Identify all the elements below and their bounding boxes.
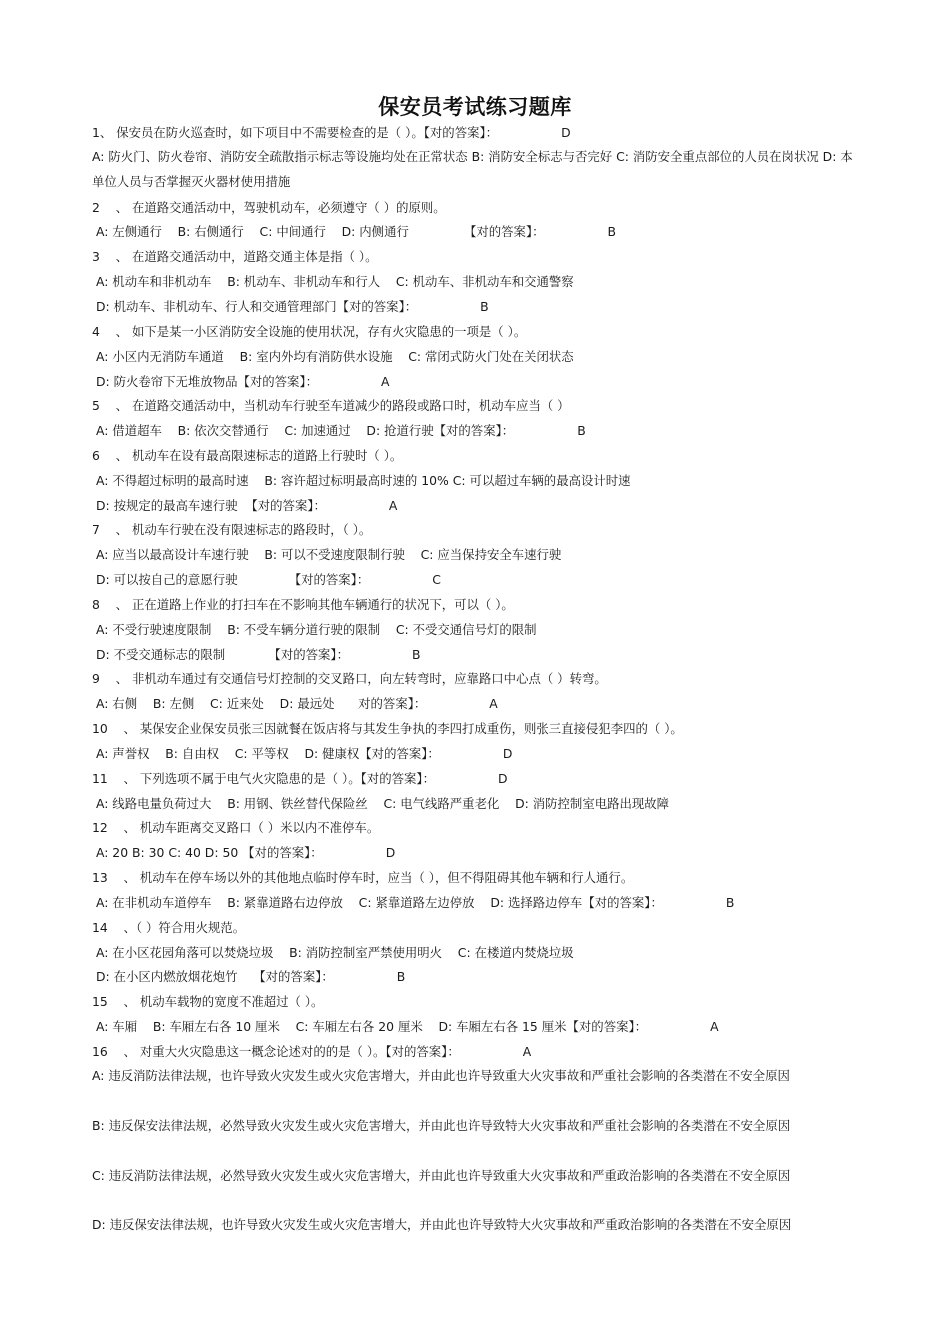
question-3-options-cont: D: 机动车、非机动车、行人和交通管理部门【对的答案】： B [92, 299, 489, 314]
question-16-option-c: C: 违反消防法律法规，必然导致火灾发生或火灾危害增大，并由此也许导致重大火灾事故和严重政治影响的各类潜在不安全原因 [92, 1168, 791, 1183]
question-14-options-cont: D: 在小区内燃放烟花炮竹 【对的答案】： B [92, 969, 406, 984]
question-2-options: A: 左侧通行 B: 右侧通行 C: 中间通行 D: 内侧通行 【对的答案】： B [92, 224, 617, 239]
question-7-options: A: 应当以最高设计车速行驶 B: 可以不受速度限制行驶 C: 应当保持安全车速行驶 [92, 547, 562, 562]
question-9-options: A: 右侧 B: 左侧 C: 近来处 D: 最远处 对的答案】： A [92, 696, 498, 711]
question-12-options: A: 20 B: 30 C: 40 D: 50 【对的答案】： D [92, 845, 396, 860]
question-14-options: A: 在小区花园角落可以焚烧垃圾 B: 消防控制室严禁使用明火 C: 在楼道内焚烧垃圾 [92, 945, 574, 960]
question-8-options-cont: D: 不受交通标志的限制 【对的答案】： B [92, 647, 421, 662]
question-6-options-cont: D: 按规定的最高车速行驶 【对的答案】： A [92, 498, 398, 513]
question-1: 1、 保安员在防火巡查时，如下项目中不需要检查的是（ ）。【对的答案】： D [92, 125, 571, 140]
question-4-options-cont: D: 防火卷帘下无堆放物品【对的答案】： A [92, 374, 390, 389]
question-5-options: A: 借道超车 B: 依次交替通行 C: 加速通过 D: 抢道行驶【对的答案】： B [92, 423, 586, 438]
question-5: 5 、 在道路交通活动中，当机动车行驶至车道减少的路段或路口时，机动车应当（ ） [92, 398, 570, 413]
question-3: 3 、 在道路交通活动中，道路交通主体是指（ ）。 [92, 249, 378, 264]
question-13-options: A: 在非机动车道停车 B: 紧靠道路右边停放 C: 紧靠道路左边停放 D: 选择路边停车【对的答案】： B [92, 895, 735, 910]
question-16-option-d: D: 违反保安法律法规，也许导致火灾发生或火灾危害增大，并由此也许导致特大火灾事故和严重政治影响的各类潜在不安全原因 [92, 1217, 792, 1232]
question-3-options: A: 机动车和非机动车 B: 机动车、非机动车和行人 C: 机动车、非机动车和交通警察 [92, 274, 574, 289]
question-4-options: A: 小区内无消防车通道 B: 室内外均有消防供水设施 C: 常闭式防火门处在关闭状态 [92, 349, 574, 364]
question-16: 16 、 对重大火灾隐患这一概念论述对的的是（ ）。【对的答案】： A [92, 1044, 532, 1059]
question-11-options: A: 线路电量负荷过大 B: 用钢、铁丝替代保险丝 C: 电气线路严重老化 D: 消防控制室电路出现故障 [92, 796, 670, 811]
question-8: 8 、 正在道路上作业的打扫车在不影响其他车辆通行的状况下，可以（ ）。 [92, 597, 514, 612]
question-12: 12 、 机动车距离交叉路口（ ）米以内不准停车。 [92, 820, 380, 835]
question-7-options-cont: D: 可以按自己的意愿行驶 【对的答案】： C [92, 572, 441, 587]
question-1-options: A: 防火门、防火卷帘、消防安全疏散指示标志等设施均处在正常状态 B: 消防安全标志与否完好 C: 消防安全重点部位的人员在岗状况 D: 本单位人员与否掌握灭火器材使用措施 [92, 149, 853, 189]
question-15-options: A: 车厢 B: 车厢左右各 10 厘米 C: 车厢左右各 20 厘米 D: 车厢左右各 15 厘米【对的答案】： A [92, 1019, 719, 1034]
question-4: 4 、 如下是某一小区消防安全设施的使用状况，存有火灾隐患的一项是（ ）。 [92, 324, 527, 339]
question-11: 11 、 下列选项不属于电气火灾隐患的是（ ）。【对的答案】： D [92, 771, 508, 786]
question-6-options: A: 不得超过标明的最高时速 B: 容许超过标明最高时速的 10% C: 可以超过车辆的最高设计时速 [92, 473, 631, 488]
page-title: 保安员考试练习题库 [378, 95, 572, 119]
question-13: 13 、 机动车在停车场以外的其他地点临时停车时，应当（ ），但不得阻碍其他车辆和行人通行。 [92, 870, 634, 885]
question-14: 14 、（ ）符合用火规范。 [92, 920, 246, 935]
question-6: 6 、 机动车在设有最高限速标志的道路上行驶时（ ）。 [92, 448, 403, 463]
question-2: 2 、 在道路交通活动中，驾驶机动车，必须遵守（ ）的原则。 [92, 200, 446, 215]
question-9: 9 、 非机动车通过有交通信号灯控制的交叉路口，向左转弯时，应靠路口中心点（ ）转弯。 [92, 671, 607, 686]
question-16-option-b: B: 违反保安法律法规，必然导致火灾发生或火灾危害增大，并由此也许导致特大火灾事故和严重社会影响的各类潜在不安全原因 [92, 1118, 791, 1133]
question-10-options: A: 声誉权 B: 自由权 C: 平等权 D: 健康权【对的答案】： D [92, 746, 513, 761]
question-16-option-a: A: 违反消防法律法规，也许导致火灾发生或火灾危害增大，并由此也许导致重大火灾事故和严重社会影响的各类潜在不安全原因 [92, 1068, 790, 1083]
question-8-options: A: 不受行驶速度限制 B: 不受车辆分道行驶的限制 C: 不受交通信号灯的限制 [92, 622, 537, 637]
question-7: 7 、 机动车行驶在没有限速标志的路段时，（ ）。 [92, 522, 372, 537]
question-10: 10 、 某保安企业保安员张三因就餐在饭店将与其发生争执的李四打成重伤，则张三直接侵犯李四的（ ）。 [92, 721, 683, 736]
question-15: 15 、 机动车载物的宽度不准超过（ ）。 [92, 994, 324, 1009]
